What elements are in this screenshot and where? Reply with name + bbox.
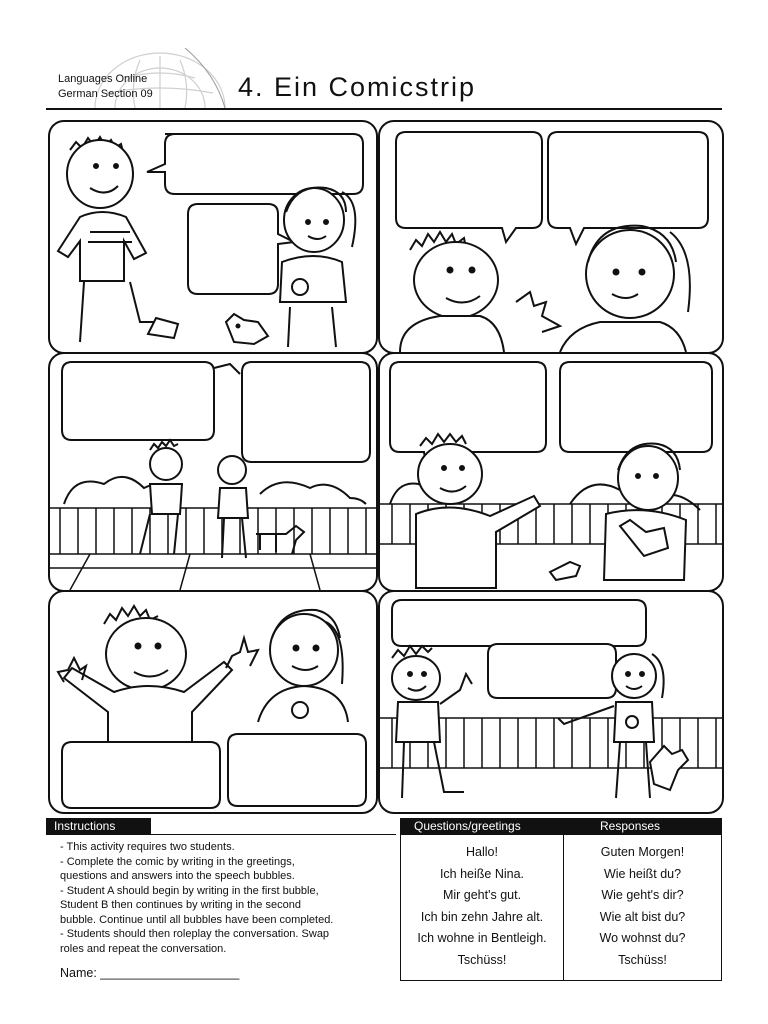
table-cell: Wie alt bist du? (599, 909, 686, 924)
table-header-bar (400, 818, 722, 835)
table-cell: Tschüss! (618, 952, 667, 967)
source-line-2: German Section 09 (58, 88, 153, 100)
girl-figure (280, 188, 355, 348)
responses-column (564, 842, 721, 971)
page-title: 4. Ein Comicstrip (238, 72, 477, 102)
girl-figure (516, 226, 690, 352)
speech-bubble (392, 600, 646, 646)
vocabulary-table (400, 834, 722, 981)
table-cell: Wie geht's dir? (601, 888, 684, 902)
boy-figure (392, 646, 472, 798)
speech-bubble (228, 734, 366, 806)
instructions-rule (46, 834, 396, 835)
instruction-line: - This activity requires two students. (60, 841, 235, 853)
girl-figure (218, 456, 248, 558)
speech-bubble (188, 204, 294, 294)
instruction-line: - Students should then roleplay the conversation. Swap (60, 928, 330, 940)
instructions-label (46, 818, 151, 835)
comic-panel-1 (48, 120, 378, 354)
instruction-line: bubble. Continue until all bubbles have been completed. (60, 913, 334, 926)
speech-bubble (548, 132, 708, 244)
table-cell: Tschüss! (457, 952, 507, 967)
hand-icon (550, 562, 580, 580)
questions-column (401, 842, 563, 971)
name-field[interactable]: Name: ____________________ (60, 966, 240, 980)
col2-header: Responses (600, 819, 661, 833)
table-cell: Mir geht's gut. (442, 888, 522, 902)
comic-panel-5 (48, 590, 378, 814)
source-line-1: Languages Online (58, 73, 148, 85)
speech-bubble (396, 132, 542, 242)
dog-figure (226, 314, 268, 344)
instruction-line: questions and answers into the speech bubbles. (60, 870, 295, 882)
comic-panel-3 (48, 352, 378, 592)
girl-figure (604, 444, 686, 580)
fence (50, 508, 376, 590)
table-cell: Wie heißt du? (603, 866, 682, 881)
instruction-line: - Complete the comic by writing in the greetings, (60, 855, 295, 868)
table-cell: Guten Morgen! (600, 845, 685, 859)
speech-bubble (62, 742, 220, 808)
instructions-label-text: Instructions (54, 819, 116, 833)
comic-panel-6 (378, 590, 724, 814)
speech-bubble (147, 134, 363, 194)
speech-bubble (242, 362, 370, 462)
instructions-text (60, 840, 395, 956)
col1-header: Questions/greetings (414, 819, 521, 833)
boy-figure (400, 232, 504, 352)
comic-panel-4 (378, 352, 724, 592)
table-cell: Hallo! (466, 845, 498, 859)
speech-bubble (488, 644, 616, 698)
header-rule (46, 108, 722, 110)
speech-bubble (62, 362, 214, 440)
table-cell: Ich bin zehn Jahre alt. (420, 909, 544, 924)
comic-panel-2 (378, 120, 724, 354)
instruction-line: Student B then continues by writing in the second (60, 899, 301, 911)
table-cell: Ich heiße Nina. (439, 866, 525, 881)
dog-figure (256, 526, 304, 554)
instruction-line: - Student A should begin by writing in the first bubble, (60, 884, 319, 897)
girl-figure (258, 610, 348, 722)
instruction-line: roles and repeat the conversation. (60, 942, 227, 955)
bushes (64, 477, 366, 504)
table-cell: Ich wohne in Bentleigh. (417, 931, 547, 945)
boy-figure (58, 606, 258, 742)
speech-bubble (560, 362, 712, 452)
table-cell: Wo wohnst du? (599, 931, 686, 945)
boy-figure (416, 434, 540, 588)
